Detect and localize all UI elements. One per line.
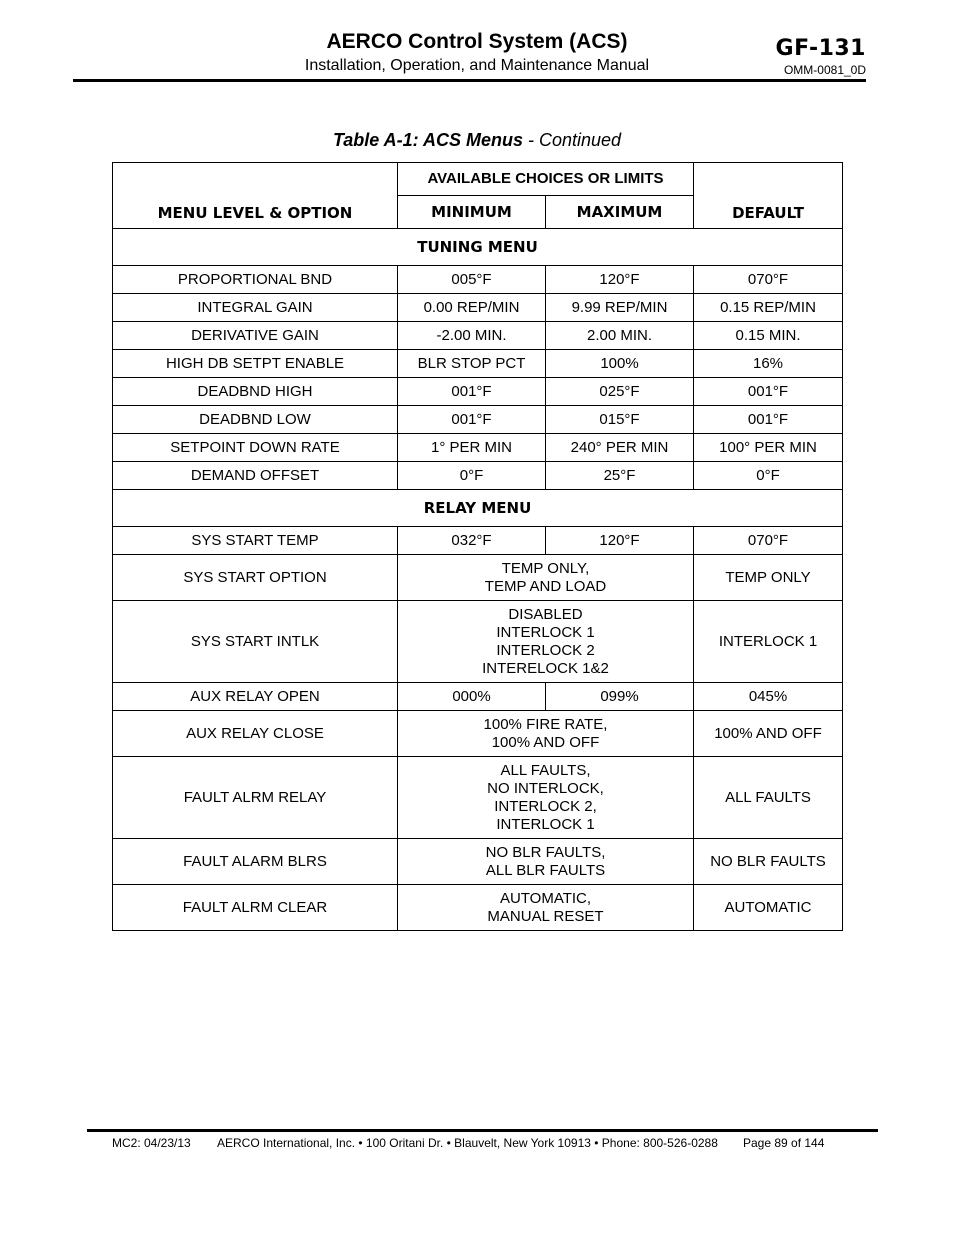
header-available-choices: AVAILABLE CHOICES OR LIMITS [398,163,694,196]
table-caption [0,130,954,151]
row-minimum: 0°F [398,462,546,490]
row-default: 16% [694,350,843,378]
row-default: ALL FAULTS [694,757,843,839]
header-rule [73,79,866,82]
row-choices [398,711,694,757]
header-subtitle: Installation, Operation, and Maintenance Manual [304,57,650,74]
caption-title: Table A-1: ACS Menus [332,130,523,150]
choice-line: MANUAL RESET [487,907,604,925]
row-label: DERIVATIVE GAIN [113,322,398,350]
row-default: 001°F [694,406,843,434]
choice-line: ALL BLR FAULTS [485,861,606,879]
row-minimum: 1° PER MIN [398,434,546,462]
table-row [113,683,843,711]
choice-line: NO INTERLOCK, [487,779,604,797]
row-choices [398,601,694,683]
table-row [113,350,843,378]
row-minimum: 0.00 REP/MIN [398,294,546,322]
acs-menus-table [112,162,843,931]
choice-line: INTERLOCK 2, [494,797,597,815]
row-minimum: 032°F [398,527,546,555]
choice-line: AUTOMATIC, [499,889,592,907]
row-label: FAULT ALARM BLRS [113,839,398,885]
row-maximum: 25°F [546,462,694,490]
row-label: DEADBND HIGH [113,378,398,406]
footer-page: Page 89 of 144 [743,1136,825,1150]
choice-line: INTERLOCK 1 [496,815,595,833]
header-menu-level: MENU LEVEL & OPTION [113,163,398,229]
table-row [113,839,843,885]
row-maximum: 9.99 REP/MIN [546,294,694,322]
document-number: OMM-0081_0D [783,63,866,77]
choice-line: 100% AND OFF [491,733,600,751]
row-maximum: 100% [546,350,694,378]
row-minimum: 005°F [398,266,546,294]
table-row [113,885,843,931]
header-minimum: MINIMUM [398,196,546,229]
table-row [113,527,843,555]
row-label: SYS START OPTION [113,555,398,601]
row-default: 100% AND OFF [694,711,843,757]
row-maximum: 240° PER MIN [546,434,694,462]
row-choices [398,885,694,931]
row-choices [398,839,694,885]
document-code: GF-131 [775,36,866,61]
choice-line: NO BLR FAULTS, [485,843,606,861]
table-row [113,555,843,601]
row-default: INTERLOCK 1 [694,601,843,683]
table-row [113,266,843,294]
row-minimum: BLR STOP PCT [398,350,546,378]
row-label: AUX RELAY CLOSE [113,711,398,757]
row-default: 100° PER MIN [694,434,843,462]
row-label: PROPORTIONAL BND [113,266,398,294]
row-label: SETPOINT DOWN RATE [113,434,398,462]
row-label: DEADBND LOW [113,406,398,434]
footer-rule [87,1129,878,1132]
row-minimum: -2.00 MIN. [398,322,546,350]
row-default: 045% [694,683,843,711]
row-maximum: 025°F [546,378,694,406]
row-label: HIGH DB SETPT ENABLE [113,350,398,378]
header-title: AERCO Control System (ACS) [326,30,628,53]
row-default: 070°F [694,527,843,555]
header-default: DEFAULT [694,163,843,229]
row-label: DEMAND OFFSET [113,462,398,490]
table-row [113,462,843,490]
choice-line: INTERELOCK 1&2 [482,659,609,677]
row-default: NO BLR FAULTS [694,839,843,885]
row-minimum: 000% [398,683,546,711]
table-row [113,406,843,434]
table-row [113,434,843,462]
row-default: 070°F [694,266,843,294]
row-label: FAULT ALRM RELAY [113,757,398,839]
row-maximum: 120°F [546,266,694,294]
row-label: INTEGRAL GAIN [113,294,398,322]
choice-line: TEMP ONLY, [501,559,590,577]
row-minimum: 001°F [398,378,546,406]
row-default: 0.15 MIN. [694,322,843,350]
row-label: SYS START TEMP [113,527,398,555]
row-default: 0°F [694,462,843,490]
row-default: 0.15 REP/MIN [694,294,843,322]
row-choices [398,555,694,601]
row-maximum: 2.00 MIN. [546,322,694,350]
table-row [113,711,843,757]
choice-line: TEMP AND LOAD [484,577,607,595]
row-label: FAULT ALRM CLEAR [113,885,398,931]
row-maximum: 015°F [546,406,694,434]
section-tuning-menu: TUNING MENU [113,229,843,266]
table-row [113,294,843,322]
choice-line: INTERLOCK 2 [496,641,595,659]
choice-line: INTERLOCK 1 [496,623,595,641]
table-row [113,378,843,406]
choice-line: ALL FAULTS, [500,761,591,779]
caption-continued: - Continued [522,130,622,150]
row-minimum: 001°F [398,406,546,434]
row-default: TEMP ONLY [694,555,843,601]
row-label: AUX RELAY OPEN [113,683,398,711]
table-row [113,601,843,683]
row-default: 001°F [694,378,843,406]
row-label: SYS START INTLK [113,601,398,683]
row-maximum: 099% [546,683,694,711]
row-choices [398,757,694,839]
row-maximum: 120°F [546,527,694,555]
choice-line: 100% FIRE RATE, [483,715,608,733]
header-maximum: MAXIMUM [546,196,694,229]
table-row [113,322,843,350]
footer-address: AERCO International, Inc. • 100 Oritani Dr. • Blauvelt, New York 10913 • Phone: 800-526-0288 [217,1136,718,1150]
choice-line: DISABLED [508,605,583,623]
footer-revision: MC2: 04/23/13 [112,1136,191,1150]
section-relay-menu: RELAY MENU [113,490,843,527]
table-row [113,757,843,839]
row-default: AUTOMATIC [694,885,843,931]
